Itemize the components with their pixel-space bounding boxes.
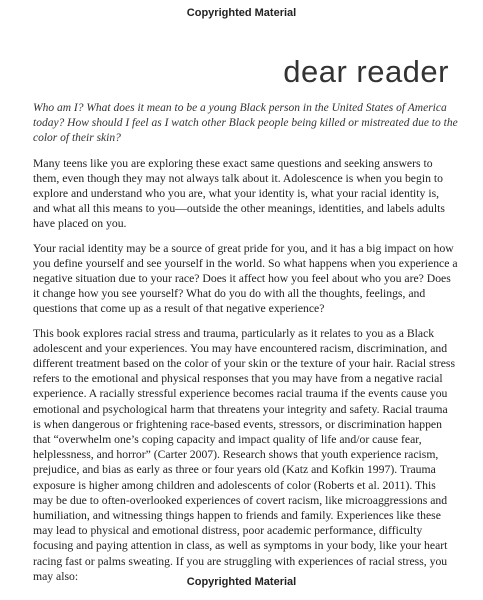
- body-paragraph-2: Your racial identity may be a source of great pride for you, and it has a big impact on how you define yourself and see yourself in the world. So what happens when you experience a negative situation due to your race? Does it affect how you feel about who you are? Does it change how you see yourself? What do you do with all the thoughts, feelings, and questions that come up as a result of that negative experience?: [33, 241, 458, 316]
- intro-questions: Who am I? What does it mean to be a young Black person in the United States of America today? How should I feel as I watch other Black people being killed or mistreated due to the color of their skin?: [33, 102, 458, 145]
- page-body: [33, 101, 458, 593]
- copyright-watermark-top: Copyrighted Material: [186, 7, 297, 19]
- copyright-watermark-bottom: Copyrighted Material: [186, 576, 297, 588]
- body-paragraph-3: This book explores racial stress and trauma, particularly as it relates to you as a Black adolescent and your experiences. You may have encountered racism, discrimination, and different treatment based on the color of your skin or the texture of your hair. Racial stress refers to the emotional and physical responses that you may have from a negative racial experience. A racially stressful experience becomes racial trauma if the events cause you emotional and psychological harm that threatens your integrity and safety. Racial trauma is when dangerous or frightening race-based events, stressors, or discrimination happen that “overwhelm one’s coping capacity and impact quality of life and/or cause fear, helplessness, and horror” (Carter 2007). Research shows that youth experience racism, prejudice, and bias as early as three or four years old (Katz and Kofkin 1997). Trauma exposure is higher among children and adolescents of color (Roberts et al. 2011). This may be due to often-overlooked experiences of covert racism, like microaggressions and humiliation, and witnessing things happen to friends and family. Experiences like these may lead to physical and emotional distress, poor academic performance, difficulty focusing and paying attention in class, as well as symptoms in your body, like your heart racing fast or palms sweating. If you are struggling with experiences of racial stress, you may also:: [33, 326, 456, 583]
- body-paragraph-1: Many teens like you are exploring these exact same questions and seeking answers to them, even though they may not always talk about it. Adolescence is when you begin to explore and understand who you are, what your identity is, what your racial identity is, and what all this means to you—outside the other meanings, identities, and labels adults have placed on you.: [33, 156, 445, 231]
- page-title: dear reader: [283, 54, 449, 89]
